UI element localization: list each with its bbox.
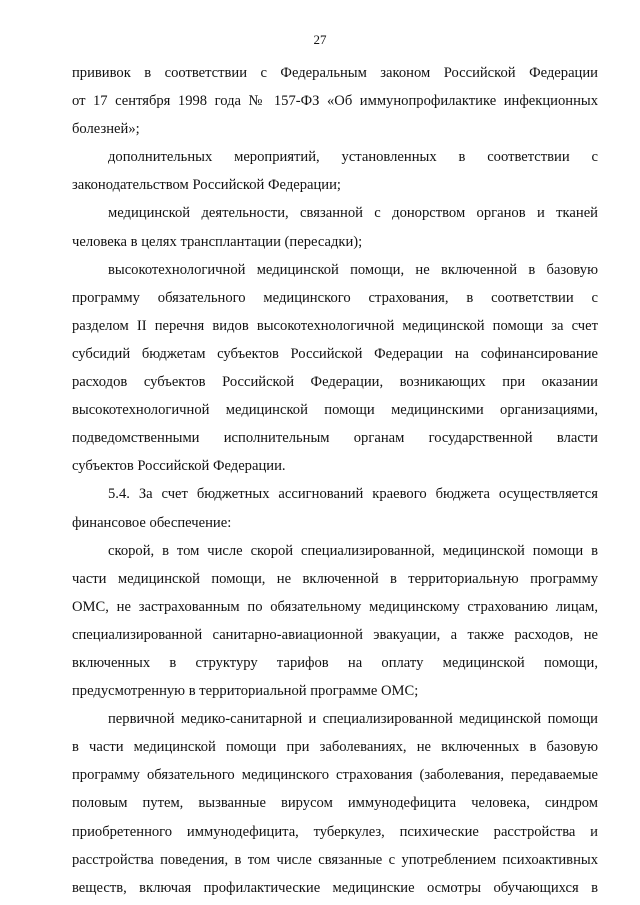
text-line: прививок в соответствии с Федеральным законом Российской Федерации [72, 65, 598, 81]
text-line: приобретенного иммунодефицита, туберкулез, психические расстройства и [72, 823, 598, 840]
text-line: субъектов Российской Федерации. [72, 458, 286, 475]
text-line: высокотехнологичной медицинской помощи, не включенной в базовую [108, 261, 598, 278]
text-line: финансовое обеспечение: [72, 514, 232, 531]
text-line: подведомственными исполнительным органам государственной власти [72, 430, 598, 447]
text-line: в части медицинской помощи при заболеваниях, не включенных в базовую [72, 739, 598, 756]
text-line: от 17 сентября 1998 года № 157-ФЗ «Об иммунопрофилактике инфекционных [72, 93, 598, 110]
text-line: субсидий бюджетам субъектов Российской Федерации на софинансирование [72, 345, 598, 362]
text-line: болезней»; [72, 121, 140, 138]
text-line: разделом II перечня видов высокотехнологичной медицинской помощи за счет [72, 317, 598, 334]
text-line: медицинской деятельности, связанной с донорством органов и тканей [108, 205, 598, 222]
text-line: программу обязательного медицинского страхования (заболевания, передаваемые [72, 767, 598, 784]
text-line: включенных в структуру тарифов на оплату медицинской помощи, [72, 654, 598, 671]
text-line: высокотехнологичной медицинской помощи медицинскими организациями, [72, 402, 598, 419]
text-line: человека в целях трансплантации (пересадки); [72, 233, 363, 250]
text-line: первичной медико-санитарной и специализированной медицинской помощи [108, 711, 598, 728]
page-number: 27 [313, 32, 327, 47]
text-line: специализированной санитарно-авиационной эвакуации, а также расходов, не [72, 626, 598, 643]
text-line: скорой, в том числе скорой специализированной, медицинской помощи в [108, 542, 598, 559]
text-line: дополнительных мероприятий, установленных в соответствии с [108, 149, 598, 166]
text-line: программу обязательного медицинского страхования, в соответствии с [72, 289, 598, 306]
document-body [72, 59, 598, 902]
text-line: половым путем, вызванные вирусом иммунодефицита человека, синдром [72, 795, 598, 812]
text-line: законодательством Российской Федерации; [72, 177, 341, 194]
text-line: предусмотренную в территориальной программе ОМС; [72, 683, 419, 700]
text-line: ОМС, не застрахованным по обязательному медицинскому страхованию лицам, [72, 598, 598, 615]
text-line: 5.4. За счет бюджетных ассигнований краевого бюджета осуществляется [108, 486, 598, 503]
text-line: веществ, включая профилактические медицинские осмотры обучающихся в [72, 879, 598, 896]
text-line: расходов субъектов Российской Федерации, возникающих при оказании [72, 374, 598, 391]
text-line: части медицинской помощи, не включенной в территориальную программу [72, 570, 598, 587]
text-line: расстройства поведения, в том числе связанные с употреблением психоактивных [72, 851, 598, 868]
